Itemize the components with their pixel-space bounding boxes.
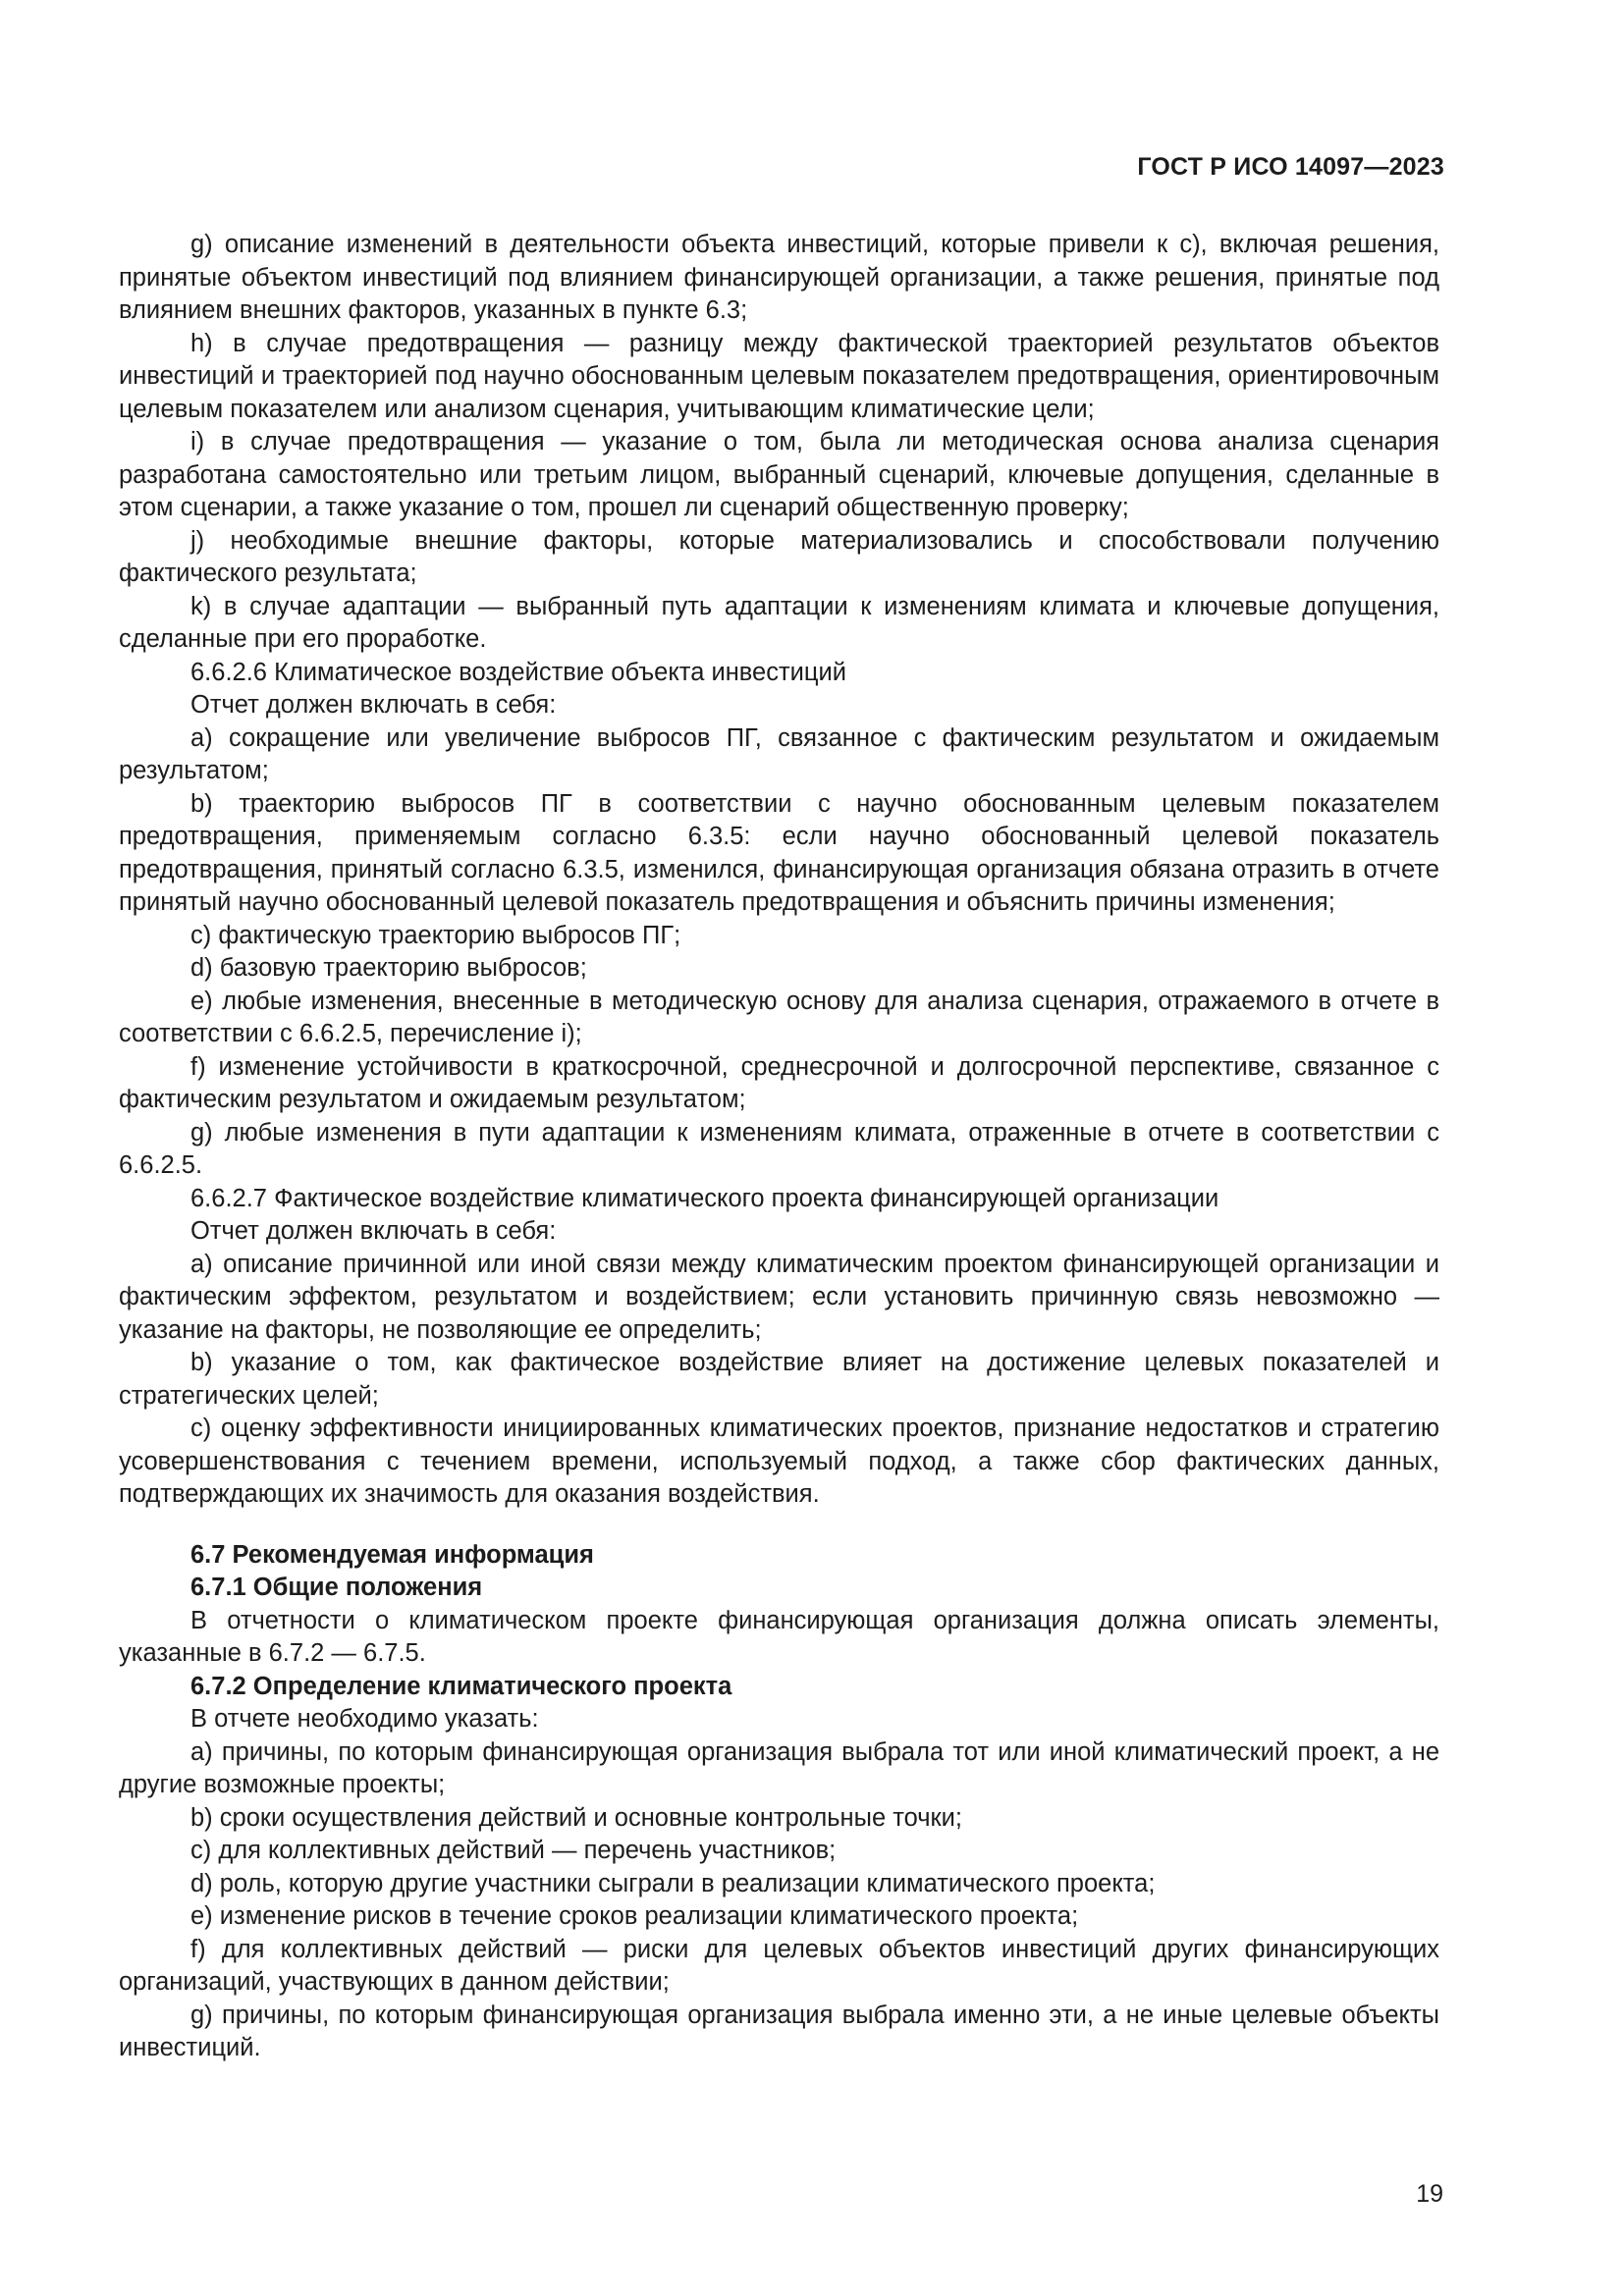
list-item: b) сроки осуществления действий и основные контрольные точки; [190,1803,963,1832]
list-item: f) для коллективных действий — риски для целевых объектов инвестиций других финансирующих организаций, участвующих в данном действии; [119,1935,1439,1996]
list-item: k) в случае адаптации — выбранный путь адаптации к изменениям климата и ключевые допущения, сделанные при его проработке. [119,592,1439,653]
list-item: c) оценку эффективности инициированных климатических проектов, признание недостатков и стратегию усовершенствования с течением времени, используемый подход, а также сбор фактических данных, подтверждающих их значимость для оказания воздействия. [119,1415,1439,1508]
clause-intro: Отчет должен включать в себя: [190,691,557,719]
section-heading-6-7: 6.7 Рекомендуемая информация [190,1540,594,1569]
page-number: 19 [1416,2180,1443,2208]
subsection-heading-6-7-1: 6.7.1 Общие положения [190,1574,483,1601]
subsection-heading-6-7-2: 6.7.2 Определение климатического проекта [190,1672,732,1700]
list-item: g) любые изменения в пути адаптации к изменениям климата, отраженные в отчете в соответствии с 6.6.2.5. [119,1118,1439,1179]
list-item: i) в случае предотвращения — указание о том, была ли методическая основа анализа сценария разработана самостоятельно или третьим лицом, выбранный сценарий, ключевые допущения, сделанные в этом сценарии, а также указание о том, прошел ли сценарий общественную проверку; [119,428,1439,521]
list-item: g) причины, по которым финансирующая организация выбрала именно эти, а не иные целевые объекты инвестиций. [119,2001,1439,2061]
list-item: j) необходимые внешние факторы, которые материализовались и способствовали получению фактического результата; [119,526,1439,587]
list-item: d) базовую траекторию выбросов; [190,954,587,982]
list-item: a) сокращение или увеличение выбросов ПГ, связанное с фактическим результатом и ожидаемым результатом; [119,723,1439,784]
list-item: f) изменение устойчивости в краткосрочной, среднесрочной и долгосрочной перспективе, связанное с фактическим результатом и ожидаемым результатом; [119,1052,1439,1113]
list-item: a) причины, по которым финансирующая организация выбрала тот или иной климатический проект, а не другие возможные проекты; [119,1737,1439,1798]
paragraph: В отчетности о климатическом проекте финансирующая организация должна описать элементы, указанные в 6.7.2 — 6.7.5. [119,1606,1439,1667]
clause-heading-6-6-2-6: 6.6.2.6 Климатическое воздействие объекта инвестиций [190,658,847,686]
list-item: b) траекторию выбросов ПГ в соответствии с научно обоснованным целевым показателем предотвращения, применяемым согласно 6.3.5: если научно обоснованный целевой показатель предотвращения, принятый согласно 6.3.5, изменился, финансирующая организация обязана отразить в отчете принятый научно обоснованный целевой показатель предотвращения и объяснить причины изменения; [119,789,1439,916]
list-item: e) изменение рисков в течение сроков реализации климатического проекта; [190,1902,1079,1930]
list-item: c) для коллективных действий — перечень участников; [190,1837,837,1864]
list-item: e) любые изменения, внесенные в методическую основу для анализа сценария, отражаемого в отчете в соответствии с 6.6.2.5, перечисление i); [119,987,1439,1047]
list-item: a) описание причинной или иной связи между климатическим проектом финансирующей организации и фактическим эффектом, результатом и воздействием; если установить причинную связь невозможно — указание на факторы, не позволяющие ее определить; [119,1250,1439,1344]
clause-intro: Отчет должен включать в себя: [190,1217,557,1245]
clause-intro: В отчете необходимо указать: [190,1705,539,1733]
list-item: h) в случае предотвращения — разницу между фактической траекторией результатов объектов инвестиций и траекторией под научно обоснованным целевым показателем предотвращения, ориентировочным целевым показателем или анализом сценария, учитывающим климатические цели; [119,329,1439,423]
clause-heading-6-6-2-7: 6.6.2.7 Фактическое воздействие климатического проекта финансирующей организации [190,1184,1219,1212]
list-item: g) описание изменений в деятельности объекта инвестиций, которые привели к c), включая решения, принятые объектом инвестиций под влиянием финансирующей организации, а также решения, принятые под влиянием внешних факторов, указанных в пункте 6.3; [119,231,1439,324]
list-item: c) фактическую траекторию выбросов ПГ; [190,921,681,949]
document-code-header: ГОСТ Р ИСО 14097—2023 [1137,153,1444,181]
document-body [119,229,1439,2065]
list-item: b) указание о том, как фактическое воздействие влияет на достижение целевых показателей и стратегических целей; [119,1349,1439,1410]
list-item: d) роль, которую другие участники сыграли в реализации климатического проекта; [190,1869,1156,1897]
